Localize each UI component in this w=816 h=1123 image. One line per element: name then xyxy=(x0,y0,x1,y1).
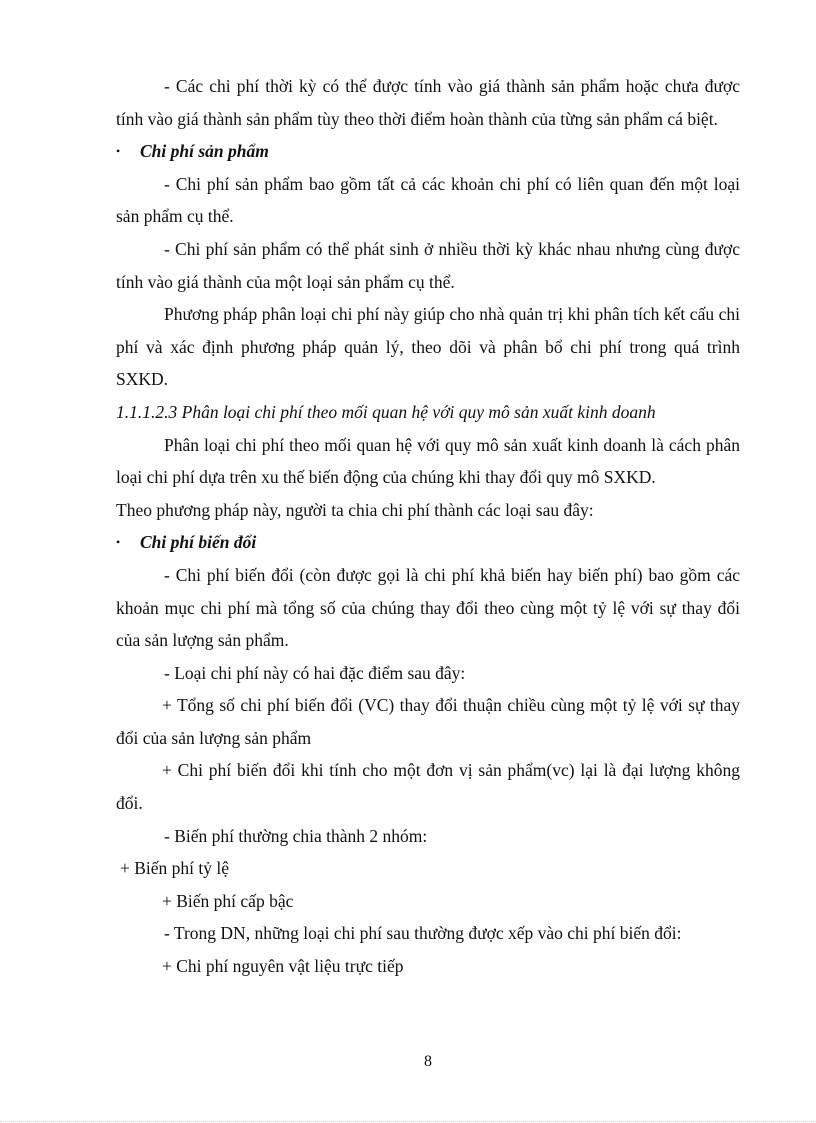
paragraph-classification-method: Phương pháp phân loại chi phí này giúp cho nhà quản trị khi phân tích kết cấu chi phí và xác định phương pháp quản lý, theo dõi và phân bổ chi phí trong quá trình SXKD. xyxy=(116,304,740,390)
page-number: 8 xyxy=(424,1053,432,1070)
list-item-direct-materials: + Chi phí nguyên vật liệu trực tiếp xyxy=(162,956,404,977)
paragraph-unit-variable-cost: + Chi phí biến đổi khi tính cho một đơn vị sản phẩm(vc) lại là đại lượng không đổi. xyxy=(116,760,740,814)
list-item-step: + Biến phí cấp bậc xyxy=(162,890,294,911)
heading-text: Chi phí sản phẩm xyxy=(140,141,269,162)
paragraph-two-characteristics: - Loại chi phí này có hai đặc điểm sau đây: xyxy=(164,662,466,683)
document-body xyxy=(116,70,740,983)
paragraph-product-costs-periods: - Chi phí sản phẩm có thể phát sinh ở nhiều thời kỳ khác nhau nhưng cùng được tính vào giá thành của một loại sản phẩm cụ thể. xyxy=(116,238,740,292)
bullet-heading-product-costs xyxy=(116,135,740,168)
bullet-icon: • xyxy=(116,535,121,550)
section-title-1-1-1-2-3: 1.1.1.2.3 Phân loại chi phí theo mối quan hệ với quy mô sản xuất kinh doanh xyxy=(116,401,656,422)
paragraph-method-intro: Theo phương pháp này, người ta chia chi phí thành các loại sau đây: xyxy=(116,499,594,520)
bullet-heading-variable-costs xyxy=(116,526,740,559)
paragraph-scale-classification: Phân loại chi phí theo mối quan hệ với quy mô sản xuất kinh doanh là cách phân loại chi phí dựa trên xu thế biến động của chúng khi thay đổi quy mô SXKD. xyxy=(116,434,740,488)
heading-text: Chi phí biến đổi xyxy=(140,532,257,553)
paragraph-in-enterprise: - Trong DN, những loại chi phí sau thường được xếp vào chi phí biến đổi: xyxy=(164,923,682,944)
paragraph-total-variable-cost: + Tổng số chi phí biến đổi (VC) thay đổi thuận chiều cùng một tỷ lệ với sự thay đổi của sản lượng sản phẩm xyxy=(116,695,740,748)
paragraph-product-costs-definition: - Chi phí sản phẩm bao gồm tất cả các khoản chi phí có liên quan đến một loại sản phẩm cụ thể. xyxy=(116,173,740,227)
paragraph-period-costs: - Các chi phí thời kỳ có thể được tính vào giá thành sản phẩm hoặc chưa được tính vào giá thành sản phẩm tùy theo thời điểm hoàn thành của từng sản phẩm cá biệt. xyxy=(116,76,740,129)
paragraph-two-groups: - Biến phí thường chia thành 2 nhóm: xyxy=(164,825,428,846)
bullet-icon: • xyxy=(116,144,121,159)
paragraph-variable-costs-definition: - Chi phí biến đổi (còn được gọi là chi phí khả biến hay biến phí) bao gồm các khoản mục chi phí mà tổng số của chúng thay đổi theo cùng một tỷ lệ với sự thay đổi của sản lượng sản phẩm. xyxy=(116,564,740,651)
page-bottom-border xyxy=(0,1121,816,1122)
list-item-proportional: + Biến phí tỷ lệ xyxy=(120,858,230,879)
